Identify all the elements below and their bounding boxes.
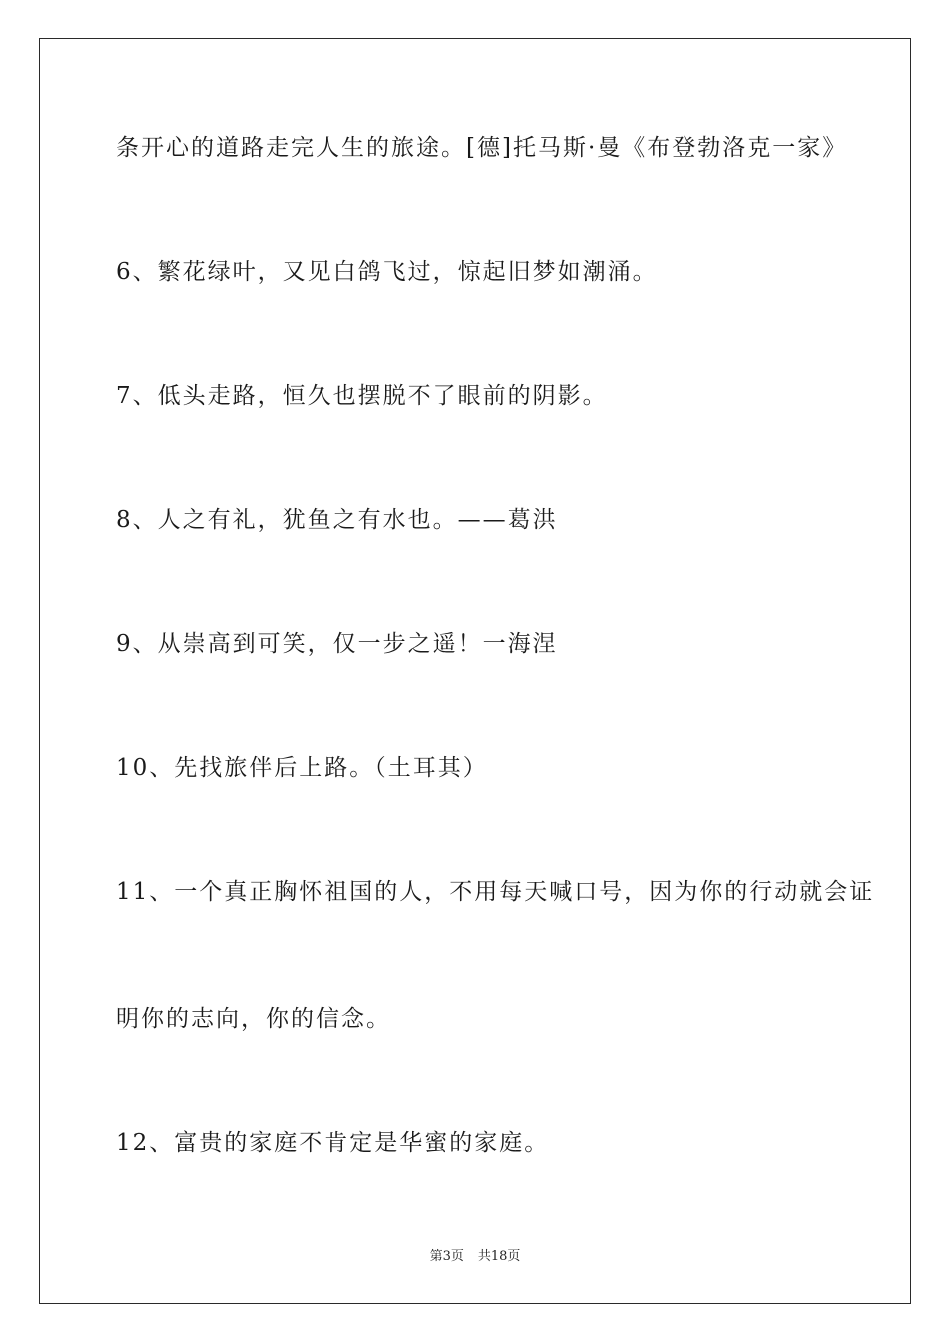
current-page-label: 第3页 <box>429 1249 464 1264</box>
text-line-5: 9、从崇高到可笑，仅一步之遥！一海涅 <box>116 631 558 657</box>
text-line-3: 7、低头走路，恒久也摆脱不了眼前的阴影。 <box>116 383 608 409</box>
total-pages-label: 共18页 <box>477 1249 521 1264</box>
text-line-7: 11、一个真正胸怀祖国的人，不用每天喊口号，因为你的行动就会证 <box>116 879 875 905</box>
text-line-9: 12、富贵的家庭不肯定是华蜜的家庭。 <box>116 1130 550 1156</box>
text-line-1: 条开心的道路走完人生的旅途。[德]托马斯·曼《布登勃洛克一家》 <box>116 135 848 161</box>
page-footer <box>0 1248 950 1266</box>
text-line-6: 10、先找旅伴后上路。（土耳其） <box>116 755 488 781</box>
text-line-8: 明你的志向，你的信念。 <box>116 1006 391 1032</box>
text-line-4: 8、人之有礼，犹鱼之有水也。——葛洪 <box>116 507 558 533</box>
text-line-2: 6、繁花绿叶，又见白鸽飞过，惊起旧梦如潮涌。 <box>116 259 658 285</box>
page-border <box>39 38 911 1304</box>
